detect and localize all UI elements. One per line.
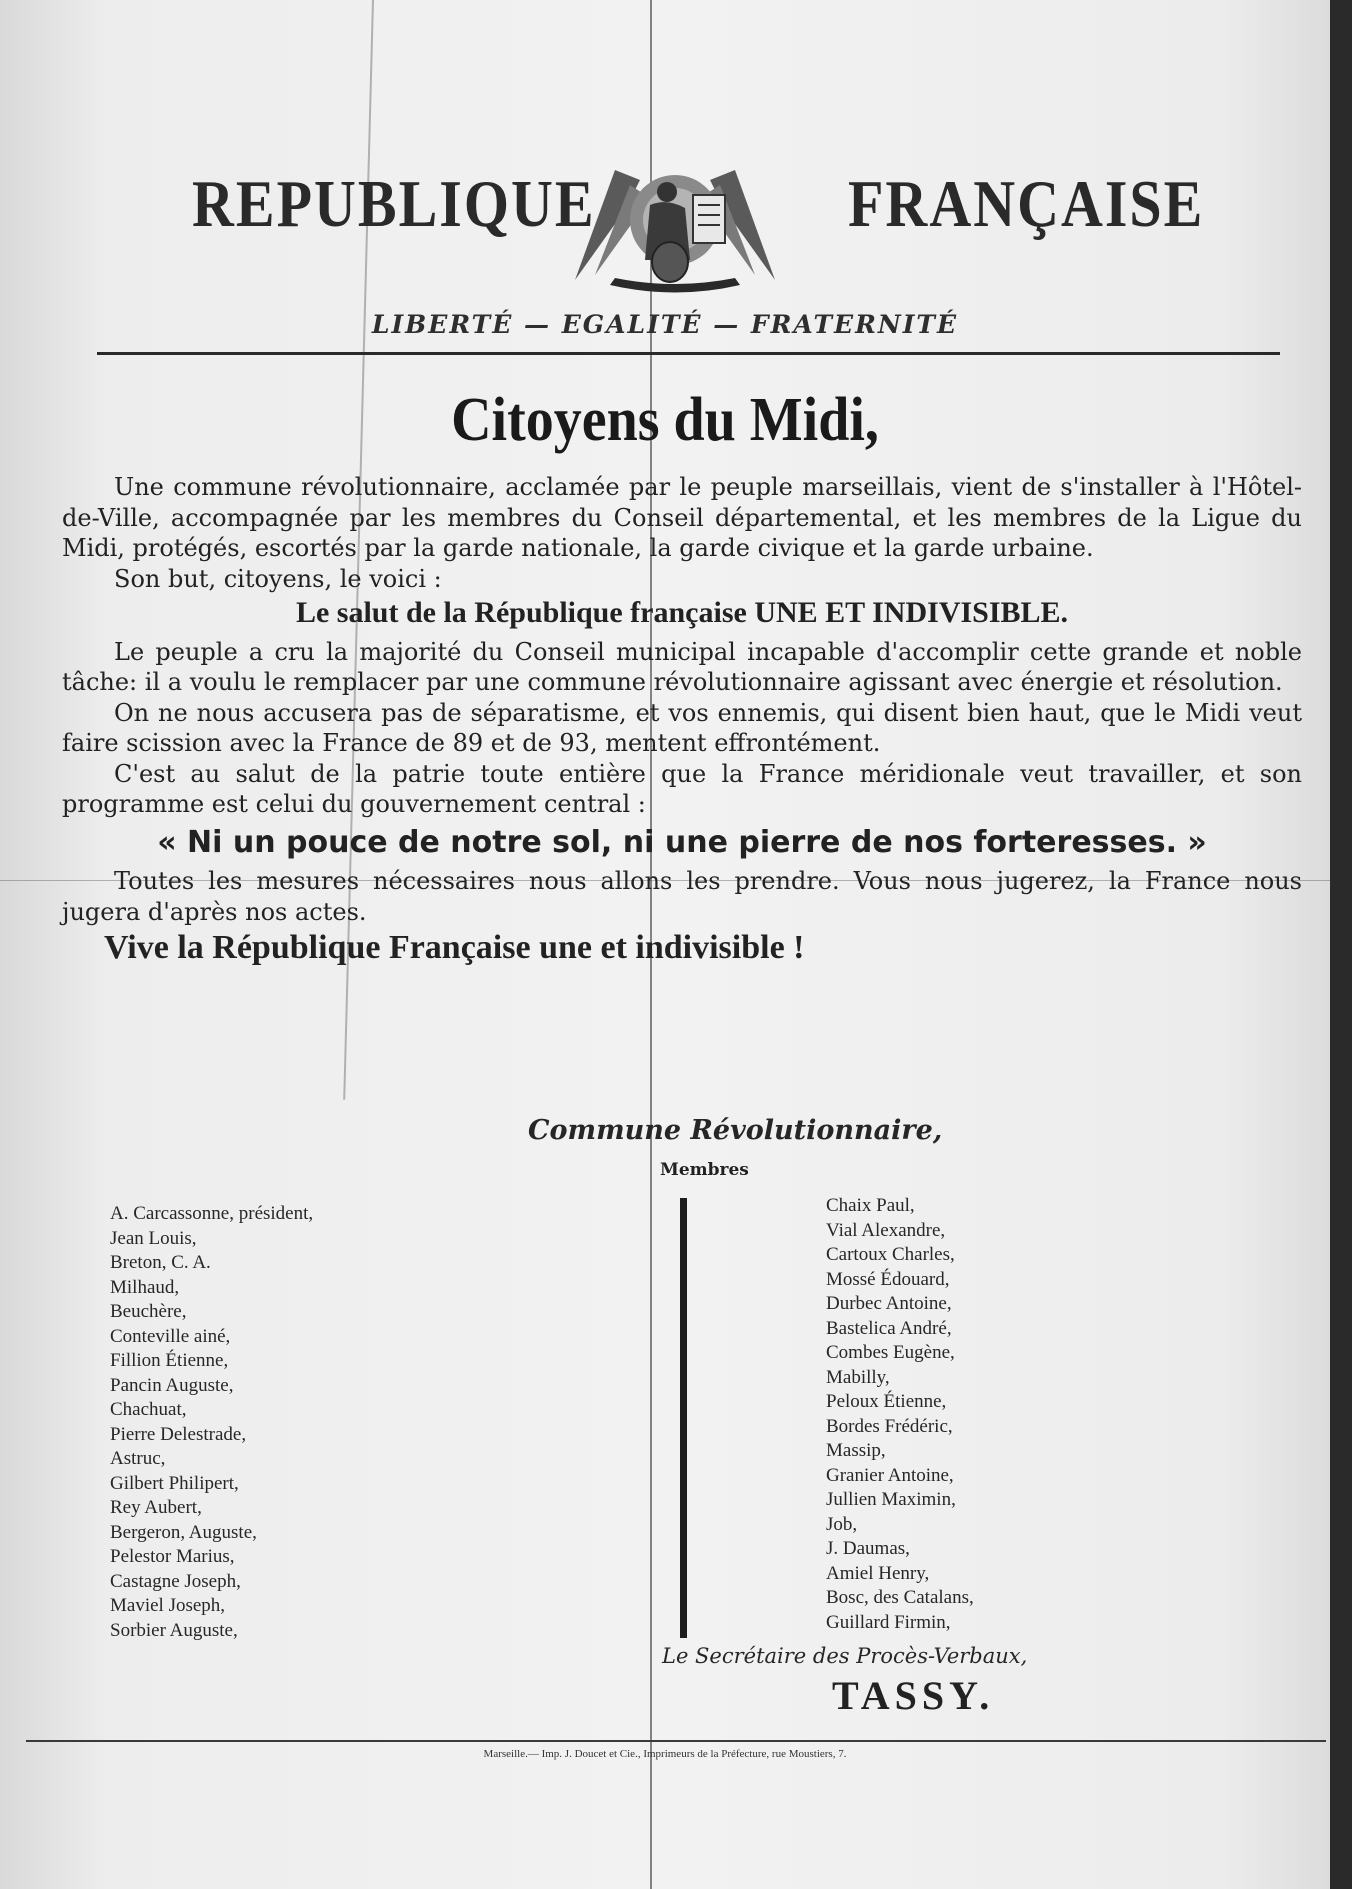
secretaire-label: Le Secrétaire des Procès-Verbaux, xyxy=(662,1644,1028,1668)
footer-divider xyxy=(26,1740,1326,1742)
list-item: Job, xyxy=(826,1513,858,1535)
proclamation-body xyxy=(62,472,1302,964)
paragraph-4: On ne nous accusera pas de séparatisme, et vos ennemis, qui disent bien haut, que le Midi veut faire scission avec la France de 89 et de 93, mentent effrontément. xyxy=(62,698,1302,757)
list-item: Conteville ainé, xyxy=(110,1325,231,1347)
paragraph-1: Une commune révolutionnaire, acclamée par le peuple marseillais, vient de s'installer à l'Hôtel-de-Ville, accompagnée par les membres du Conseil départemental, et les membres de la Ligue du Midi, protégés, escortés par la garde nationale, la garde civique et la garde urbaine. xyxy=(62,473,1302,562)
members-left-list xyxy=(110,1202,313,1643)
list-item: Mabilly, xyxy=(826,1366,890,1388)
printer-imprint: Marseille.— Imp. J. Doucet et Cie., Imprimeurs de la Préfecture, rue Moustiers, 7. xyxy=(483,1748,847,1760)
list-item: Granier Antoine, xyxy=(826,1464,954,1486)
list-item: Maviel Joseph, xyxy=(110,1595,226,1616)
motto: LIBERTÉ — EGALITÉ — FRATERNITÉ xyxy=(371,310,959,339)
paragraph-2: Son but, citoyens, le voici : xyxy=(114,564,442,593)
pouce-quote: « Ni un pouce de notre sol, ni une pierre de nos forteresses. » xyxy=(157,824,1207,860)
list-item: Chachuat, xyxy=(110,1399,187,1420)
secretaire-name: TASSY. xyxy=(832,1673,995,1718)
list-item: Breton, C. A. xyxy=(110,1252,211,1273)
list-item: Sorbier Auguste, xyxy=(110,1619,238,1641)
list-item: Pierre Delestrade, xyxy=(110,1423,247,1445)
list-item: Bordes Frédéric, xyxy=(826,1415,953,1437)
list-item: Durbec Antoine, xyxy=(826,1293,952,1314)
list-item: Guillard Firmin, xyxy=(826,1611,951,1633)
list-item: Milhaud, xyxy=(110,1276,180,1298)
header-republique: REPUBLIQUE xyxy=(192,166,596,241)
list-item: Chaix Paul, xyxy=(826,1195,915,1216)
list-item: Amiel Henry, xyxy=(826,1562,930,1584)
list-item: Bosc, des Catalans, xyxy=(826,1587,974,1608)
list-item: Pancin Auguste, xyxy=(110,1374,234,1396)
list-item: Bastelica André, xyxy=(826,1317,952,1339)
list-item: Astruc, xyxy=(110,1448,166,1469)
paragraph-5: C'est au salut de la patrie toute entière que la France méridionale veut travailler, et son programme est celui du gouvernement central : xyxy=(62,759,1302,818)
list-item: Beuchère, xyxy=(110,1301,187,1322)
marianne-emblem-icon xyxy=(555,150,795,300)
header-francaise: FRANÇAISE xyxy=(848,166,1205,241)
list-item: Massip, xyxy=(826,1440,886,1461)
membres-label: Membres xyxy=(660,1160,749,1180)
list-item: Bergeron, Auguste, xyxy=(110,1521,257,1543)
list-item: Jean Louis, xyxy=(110,1227,197,1249)
commune-signature: Commune Révolutionnaire, xyxy=(528,1115,943,1146)
list-item: Gilbert Philipert, xyxy=(110,1472,239,1494)
list-item: J. Daumas, xyxy=(826,1538,910,1559)
paragraph-6: Toutes les mesures nécessaires nous allons les prendre. Vous nous jugerez, la France nous jugera d'après nos actes. xyxy=(62,867,1302,926)
header-divider xyxy=(97,352,1280,355)
list-item: Pelestor Marius, xyxy=(110,1546,235,1567)
list-item: Mossé Édouard, xyxy=(826,1268,950,1290)
list-item: A. Carcassonne, président, xyxy=(110,1203,314,1224)
paragraph-3: Le peuple a cru la majorité du Conseil municipal incapable d'accomplir cette grande et noble tâche: il a voulu le remplacer par une commune révolutionnaire agissant avec énergie et résolution. xyxy=(62,637,1302,696)
members-right-list xyxy=(826,1194,974,1635)
poster-header xyxy=(0,150,1330,250)
poster-title: Citoyens du Midi, xyxy=(451,385,879,455)
list-item: Castagne Joseph, xyxy=(110,1570,241,1592)
list-item: Fillion Étienne, xyxy=(110,1350,229,1371)
list-item: Combes Eugène, xyxy=(826,1342,955,1363)
list-item: Peloux Étienne, xyxy=(826,1391,947,1412)
list-item: Vial Alexandre, xyxy=(826,1219,946,1241)
vive-la-republique: Vive la République Française une et indivisible ! xyxy=(104,929,805,966)
list-item: Jullien Maximin, xyxy=(826,1489,956,1510)
slogan-line: Le salut de la République française UNE ET INDIVISIBLE. xyxy=(295,596,1069,629)
list-item: Rey Aubert, xyxy=(110,1497,202,1518)
list-item: Cartoux Charles, xyxy=(826,1244,955,1265)
member-brace-bar xyxy=(680,1198,687,1638)
